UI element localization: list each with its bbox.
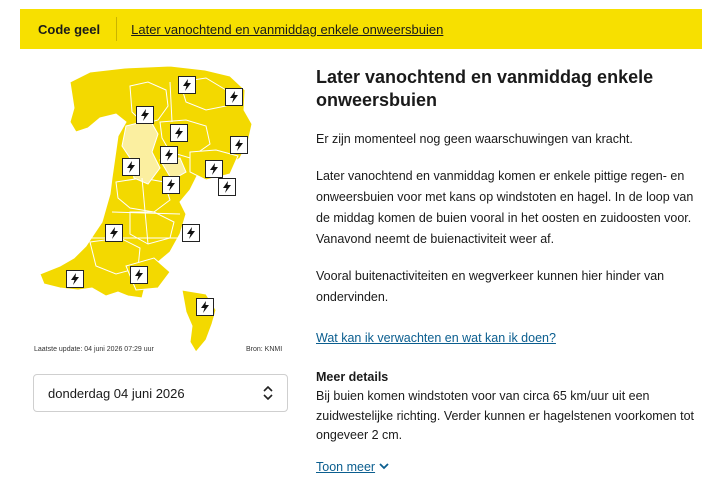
chevron-down-icon [379,463,389,470]
warning-map [30,62,290,358]
banner-headline-link[interactable]: Later vanochtend en vanmiddag enkele onweersbuien [131,21,444,37]
lightning-icon[interactable] [218,178,236,196]
lightning-icon[interactable] [105,224,123,242]
forecast-text: Later vanochtend en vanmiddag komen er enkele pittige regen- en onweersbuien voor met kans op windstoten en hagel. In de loop van de middag komen de buien vooral in het oosten en zuidoosten voor. Vanavond neemt de buienactiviteit weer af. [316,169,694,246]
select-arrows-icon [263,386,273,400]
lightning-icon[interactable] [230,136,248,154]
show-more-button[interactable] [316,460,389,474]
page-title: Later vanochtend en vanmiddag enkele onweersbuien [316,67,654,110]
lightning-icon[interactable] [136,106,154,124]
warning-content [316,66,706,476]
date-select-value: donderdag 04 juni 2026 [48,385,185,401]
details-heading: Meer details [316,370,389,384]
netherlands-map [30,62,290,358]
details-text: Bij buien komen windstoten voor van circa 65 km/uur uit een zuidwestelijke richting. Verder kunnen er hagelstenen voorkomen tot ongeveer 2 cm. [316,389,694,442]
last-update-text: Laatste update: 04 juni 2026 07:29 uur [34,346,154,353]
lightning-icon[interactable] [196,298,214,316]
lightning-icon[interactable] [170,124,188,142]
show-more-label: Toon meer [316,459,376,474]
lightning-icon[interactable] [225,88,243,106]
impact-text: Vooral buitenactiviteiten en wegverkeer kunnen hier hinder van ondervinden. [316,269,665,304]
lightning-icon[interactable] [205,160,223,178]
lightning-icon[interactable] [122,158,140,176]
lightning-icon[interactable] [178,76,196,94]
lightning-icon[interactable] [182,224,200,242]
code-level-label: Code geel [38,21,101,37]
lightning-icon[interactable] [130,266,148,284]
status-text: Er zijn momenteel nog geen waarschuwingen van kracht. [316,132,633,146]
source-text: Bron: KNMI [246,346,283,353]
lightning-icon[interactable] [162,176,180,194]
expectations-link[interactable]: Wat kan ik verwachten en wat kan ik doen? [316,331,556,345]
lightning-icon[interactable] [160,146,178,164]
lightning-icon[interactable] [66,270,84,288]
warning-banner [20,9,702,49]
date-select[interactable] [33,374,288,412]
